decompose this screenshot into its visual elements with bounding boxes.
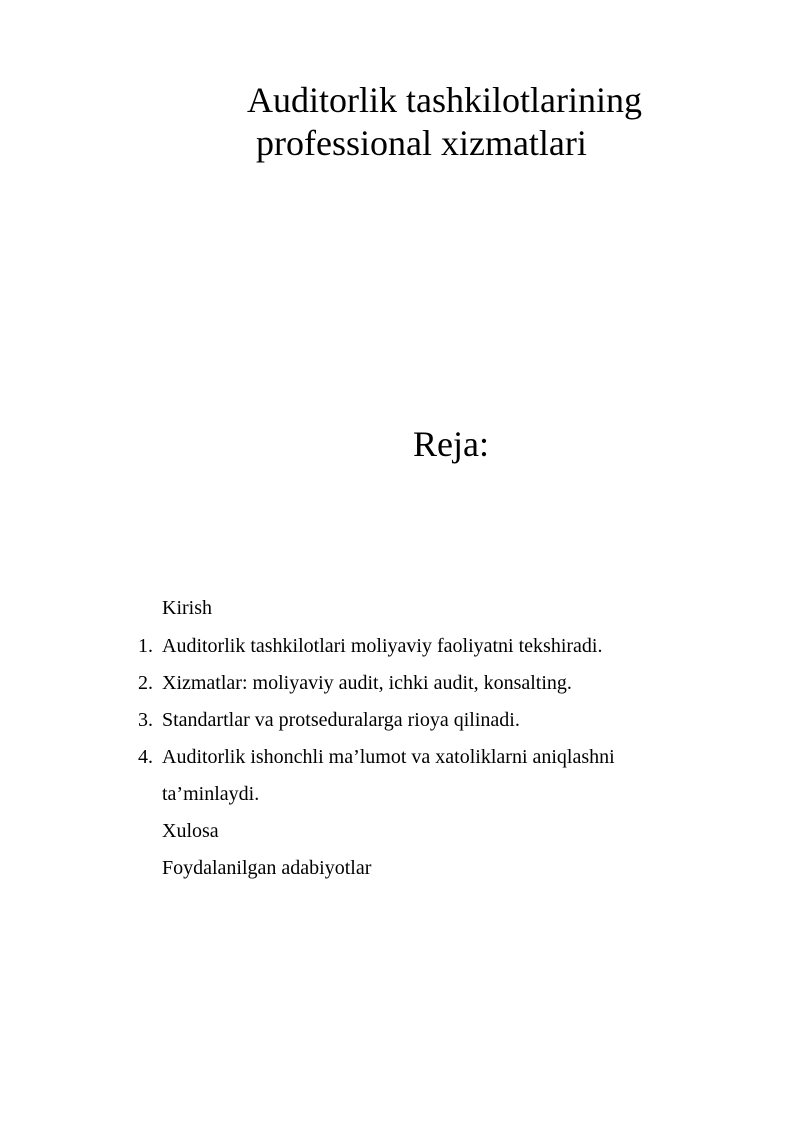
plan-item-continuation: ta’minlaydi.: [162, 783, 260, 805]
document-title-line-1: Auditorlik tashkilotlarining: [247, 80, 642, 120]
plan-item-number: 3.: [138, 709, 153, 731]
plan-item-text: Auditorlik ishonchli ma’lumot va xatoliklarni aniqlashni: [162, 746, 615, 768]
plan-item-text: Standartlar va protseduralarga rioya qilinadi.: [162, 709, 520, 731]
plan-item-text: Auditorlik tashkilotlari moliyaviy faoliyatni tekshiradi.: [162, 635, 603, 657]
plan-heading: Reja:: [413, 424, 489, 464]
plan-item-number: 2.: [138, 672, 153, 694]
plan-intro: Kirish: [162, 597, 212, 619]
plan-references: Foydalanilgan adabiyotlar: [162, 857, 372, 879]
plan-item-number: 1.: [138, 635, 153, 657]
document-title-line-2: professional xizmatlari: [256, 123, 587, 163]
plan-item-number: 4.: [138, 746, 153, 768]
plan-item-text: Xizmatlar: moliyaviy audit, ichki audit, konsalting.: [162, 672, 572, 694]
plan-conclusion: Xulosa: [162, 820, 219, 842]
